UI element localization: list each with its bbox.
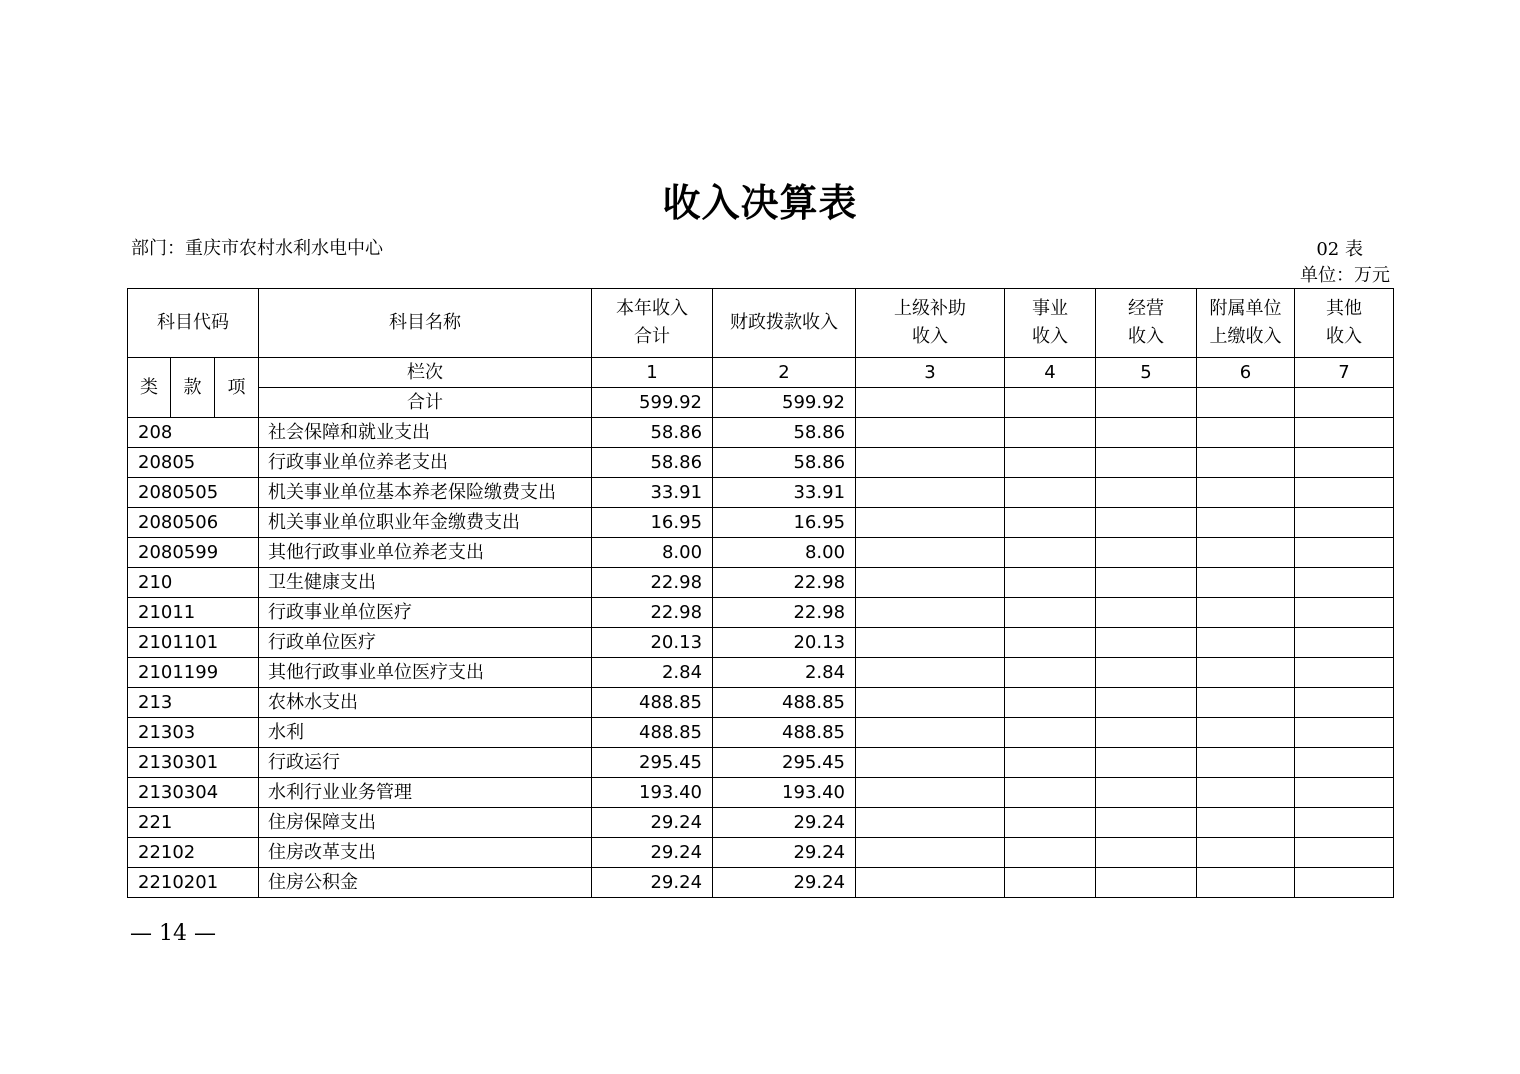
income-total: 29.24 [592,868,713,898]
income-total: 22.98 [592,598,713,628]
table-row [128,598,1394,628]
empty-cell [1295,688,1394,718]
subject-code: 208 [128,418,259,448]
empty-cell [856,838,1005,868]
lanci-row [128,358,1394,388]
subject-name: 水利行业业务管理 [259,778,592,808]
subject-code: 210 [128,568,259,598]
empty-cell [1197,508,1295,538]
income-total: 16.95 [592,508,713,538]
empty-cell [1197,808,1295,838]
empty-cell [1295,418,1394,448]
subject-name: 其他行政事业单位医疗支出 [259,658,592,688]
lanci-num: 6 [1197,358,1295,388]
empty-cell [856,718,1005,748]
empty-cell [1005,808,1096,838]
empty-cell [856,388,1005,418]
fiscal-income: 22.98 [713,598,856,628]
table-row [128,478,1394,508]
subject-name: 水利 [259,718,592,748]
table-row [128,508,1394,538]
empty-cell [856,448,1005,478]
empty-cell [1295,778,1394,808]
empty-cell [856,658,1005,688]
empty-cell [1197,868,1295,898]
empty-cell [1005,568,1096,598]
subject-code: 2080505 [128,478,259,508]
empty-cell [856,478,1005,508]
empty-cell [1096,598,1197,628]
income-total: 20.13 [592,628,713,658]
subject-code: 2210201 [128,868,259,898]
empty-cell [1005,718,1096,748]
table-row [128,688,1394,718]
fiscal-income: 33.91 [713,478,856,508]
income-total: 488.85 [592,688,713,718]
page-number: — 14 — [130,921,216,946]
table-row [128,658,1394,688]
subject-name: 机关事业单位职业年金缴费支出 [259,508,592,538]
total-row [128,388,1394,418]
fiscal-income: 16.95 [713,508,856,538]
table-row [128,778,1394,808]
empty-cell [1295,628,1394,658]
header-row [128,289,1394,358]
empty-cell [1295,448,1394,478]
subject-name: 住房保障支出 [259,808,592,838]
lanci-num: 7 [1295,358,1394,388]
empty-cell [1096,418,1197,448]
subject-code: 21303 [128,718,259,748]
empty-cell [1005,448,1096,478]
fiscal-income: 29.24 [713,838,856,868]
empty-cell [1005,658,1096,688]
fiscal-income: 20.13 [713,628,856,658]
empty-cell [856,808,1005,838]
table-row [128,748,1394,778]
header-col1: 本年收入 合计 [592,289,713,358]
header-col5: 经营 收入 [1096,289,1197,358]
empty-cell [1005,538,1096,568]
empty-cell [1197,418,1295,448]
header-kuan: 款 [171,358,215,418]
empty-cell [1295,808,1394,838]
subject-code: 2080599 [128,538,259,568]
header-col6: 附属单位 上缴收入 [1197,289,1295,358]
subject-code: 221 [128,808,259,838]
empty-cell [1295,838,1394,868]
empty-cell [1197,628,1295,658]
empty-cell [856,538,1005,568]
empty-cell [1005,508,1096,538]
header-col2: 财政拨款收入 [713,289,856,358]
empty-cell [1197,748,1295,778]
empty-cell [1295,598,1394,628]
subject-name: 住房公积金 [259,868,592,898]
empty-cell [1005,478,1096,508]
empty-cell [1197,568,1295,598]
lanci-num: 2 [713,358,856,388]
empty-cell [1295,388,1394,418]
empty-cell [1005,628,1096,658]
subject-code: 2080506 [128,508,259,538]
lanci-num: 4 [1005,358,1096,388]
fiscal-income: 29.24 [713,868,856,898]
subject-name: 行政单位医疗 [259,628,592,658]
subject-name: 农林水支出 [259,688,592,718]
empty-cell [1096,448,1197,478]
fiscal-income: 193.40 [713,778,856,808]
table-row [128,568,1394,598]
table-row [128,448,1394,478]
empty-cell [1096,748,1197,778]
empty-cell [1197,448,1295,478]
lanci-num: 3 [856,358,1005,388]
header-col3: 上级补助 收入 [856,289,1005,358]
unit-label: 单位：万元 [1300,265,1390,286]
fiscal-income: 29.24 [713,808,856,838]
header-xiang: 项 [215,358,259,418]
subject-name: 住房改革支出 [259,838,592,868]
total-col2: 599.92 [713,388,856,418]
subject-code: 2130304 [128,778,259,808]
empty-cell [1005,388,1096,418]
empty-cell [1005,598,1096,628]
fiscal-income: 2.84 [713,658,856,688]
empty-cell [1295,748,1394,778]
income-total: 58.86 [592,418,713,448]
empty-cell [856,508,1005,538]
fiscal-income: 488.85 [713,688,856,718]
income-total: 295.45 [592,748,713,778]
table-row [128,868,1394,898]
header-col4: 事业 收入 [1005,289,1096,358]
subject-name: 行政事业单位医疗 [259,598,592,628]
empty-cell [1197,538,1295,568]
empty-cell [1096,868,1197,898]
subject-code: 20805 [128,448,259,478]
income-total: 8.00 [592,538,713,568]
empty-cell [1295,568,1394,598]
header-col7: 其他 收入 [1295,289,1394,358]
header-name: 科目名称 [259,289,592,358]
empty-cell [856,868,1005,898]
empty-cell [1197,778,1295,808]
fiscal-income: 58.86 [713,448,856,478]
income-table [127,288,1394,898]
empty-cell [1096,628,1197,658]
page-title: 收入决算表 [662,180,858,225]
lanci-num: 5 [1096,358,1197,388]
empty-cell [1096,838,1197,868]
subject-name: 卫生健康支出 [259,568,592,598]
empty-cell [1005,838,1096,868]
income-total: 33.91 [592,478,713,508]
empty-cell [856,598,1005,628]
fiscal-income: 295.45 [713,748,856,778]
total-label: 合计 [259,388,592,418]
table-row [128,538,1394,568]
empty-cell [1197,688,1295,718]
subject-code: 2130301 [128,748,259,778]
empty-cell [1295,508,1394,538]
income-total: 58.86 [592,448,713,478]
subject-name: 社会保障和就业支出 [259,418,592,448]
fiscal-income: 22.98 [713,568,856,598]
income-total: 29.24 [592,808,713,838]
header-code: 科目代码 [128,289,259,358]
fiscal-income: 58.86 [713,418,856,448]
empty-cell [1295,868,1394,898]
empty-cell [856,418,1005,448]
empty-cell [1096,508,1197,538]
header-lei: 类 [128,358,171,418]
subject-code: 2101101 [128,628,259,658]
table-row [128,838,1394,868]
subject-name: 行政事业单位养老支出 [259,448,592,478]
empty-cell [1096,808,1197,838]
subject-code: 21011 [128,598,259,628]
subject-code: 2101199 [128,658,259,688]
subject-name: 其他行政事业单位养老支出 [259,538,592,568]
empty-cell [856,748,1005,778]
empty-cell [1096,778,1197,808]
empty-cell [1197,658,1295,688]
empty-cell [1197,388,1295,418]
empty-cell [1295,718,1394,748]
income-total: 193.40 [592,778,713,808]
empty-cell [1197,718,1295,748]
table-row [128,418,1394,448]
empty-cell [1096,538,1197,568]
empty-cell [1096,658,1197,688]
empty-cell [1096,478,1197,508]
empty-cell [856,568,1005,598]
empty-cell [1005,748,1096,778]
empty-cell [1096,718,1197,748]
income-total: 2.84 [592,658,713,688]
income-total: 29.24 [592,838,713,868]
empty-cell [1295,658,1394,688]
lanci-label: 栏次 [259,358,592,388]
total-col1: 599.92 [592,388,713,418]
empty-cell [1096,688,1197,718]
empty-cell [1005,778,1096,808]
fiscal-income: 488.85 [713,718,856,748]
empty-cell [1295,538,1394,568]
empty-cell [1005,868,1096,898]
empty-cell [1197,478,1295,508]
empty-cell [1005,688,1096,718]
subject-code: 213 [128,688,259,718]
empty-cell [856,778,1005,808]
income-total: 488.85 [592,718,713,748]
empty-cell [856,628,1005,658]
empty-cell [1096,388,1197,418]
empty-cell [1197,838,1295,868]
table-row [128,808,1394,838]
income-total: 22.98 [592,568,713,598]
fiscal-income: 8.00 [713,538,856,568]
table-number: 02 表 [1316,239,1363,260]
subject-name: 行政运行 [259,748,592,778]
empty-cell [1096,568,1197,598]
empty-cell [856,688,1005,718]
empty-cell [1197,598,1295,628]
department-label: 部门：重庆市农村水利水电中心 [131,238,383,259]
subject-name: 机关事业单位基本养老保险缴费支出 [259,478,592,508]
lanci-num: 1 [592,358,713,388]
empty-cell [1005,418,1096,448]
empty-cell [1295,478,1394,508]
subject-code: 22102 [128,838,259,868]
table-row [128,628,1394,658]
table-row [128,718,1394,748]
